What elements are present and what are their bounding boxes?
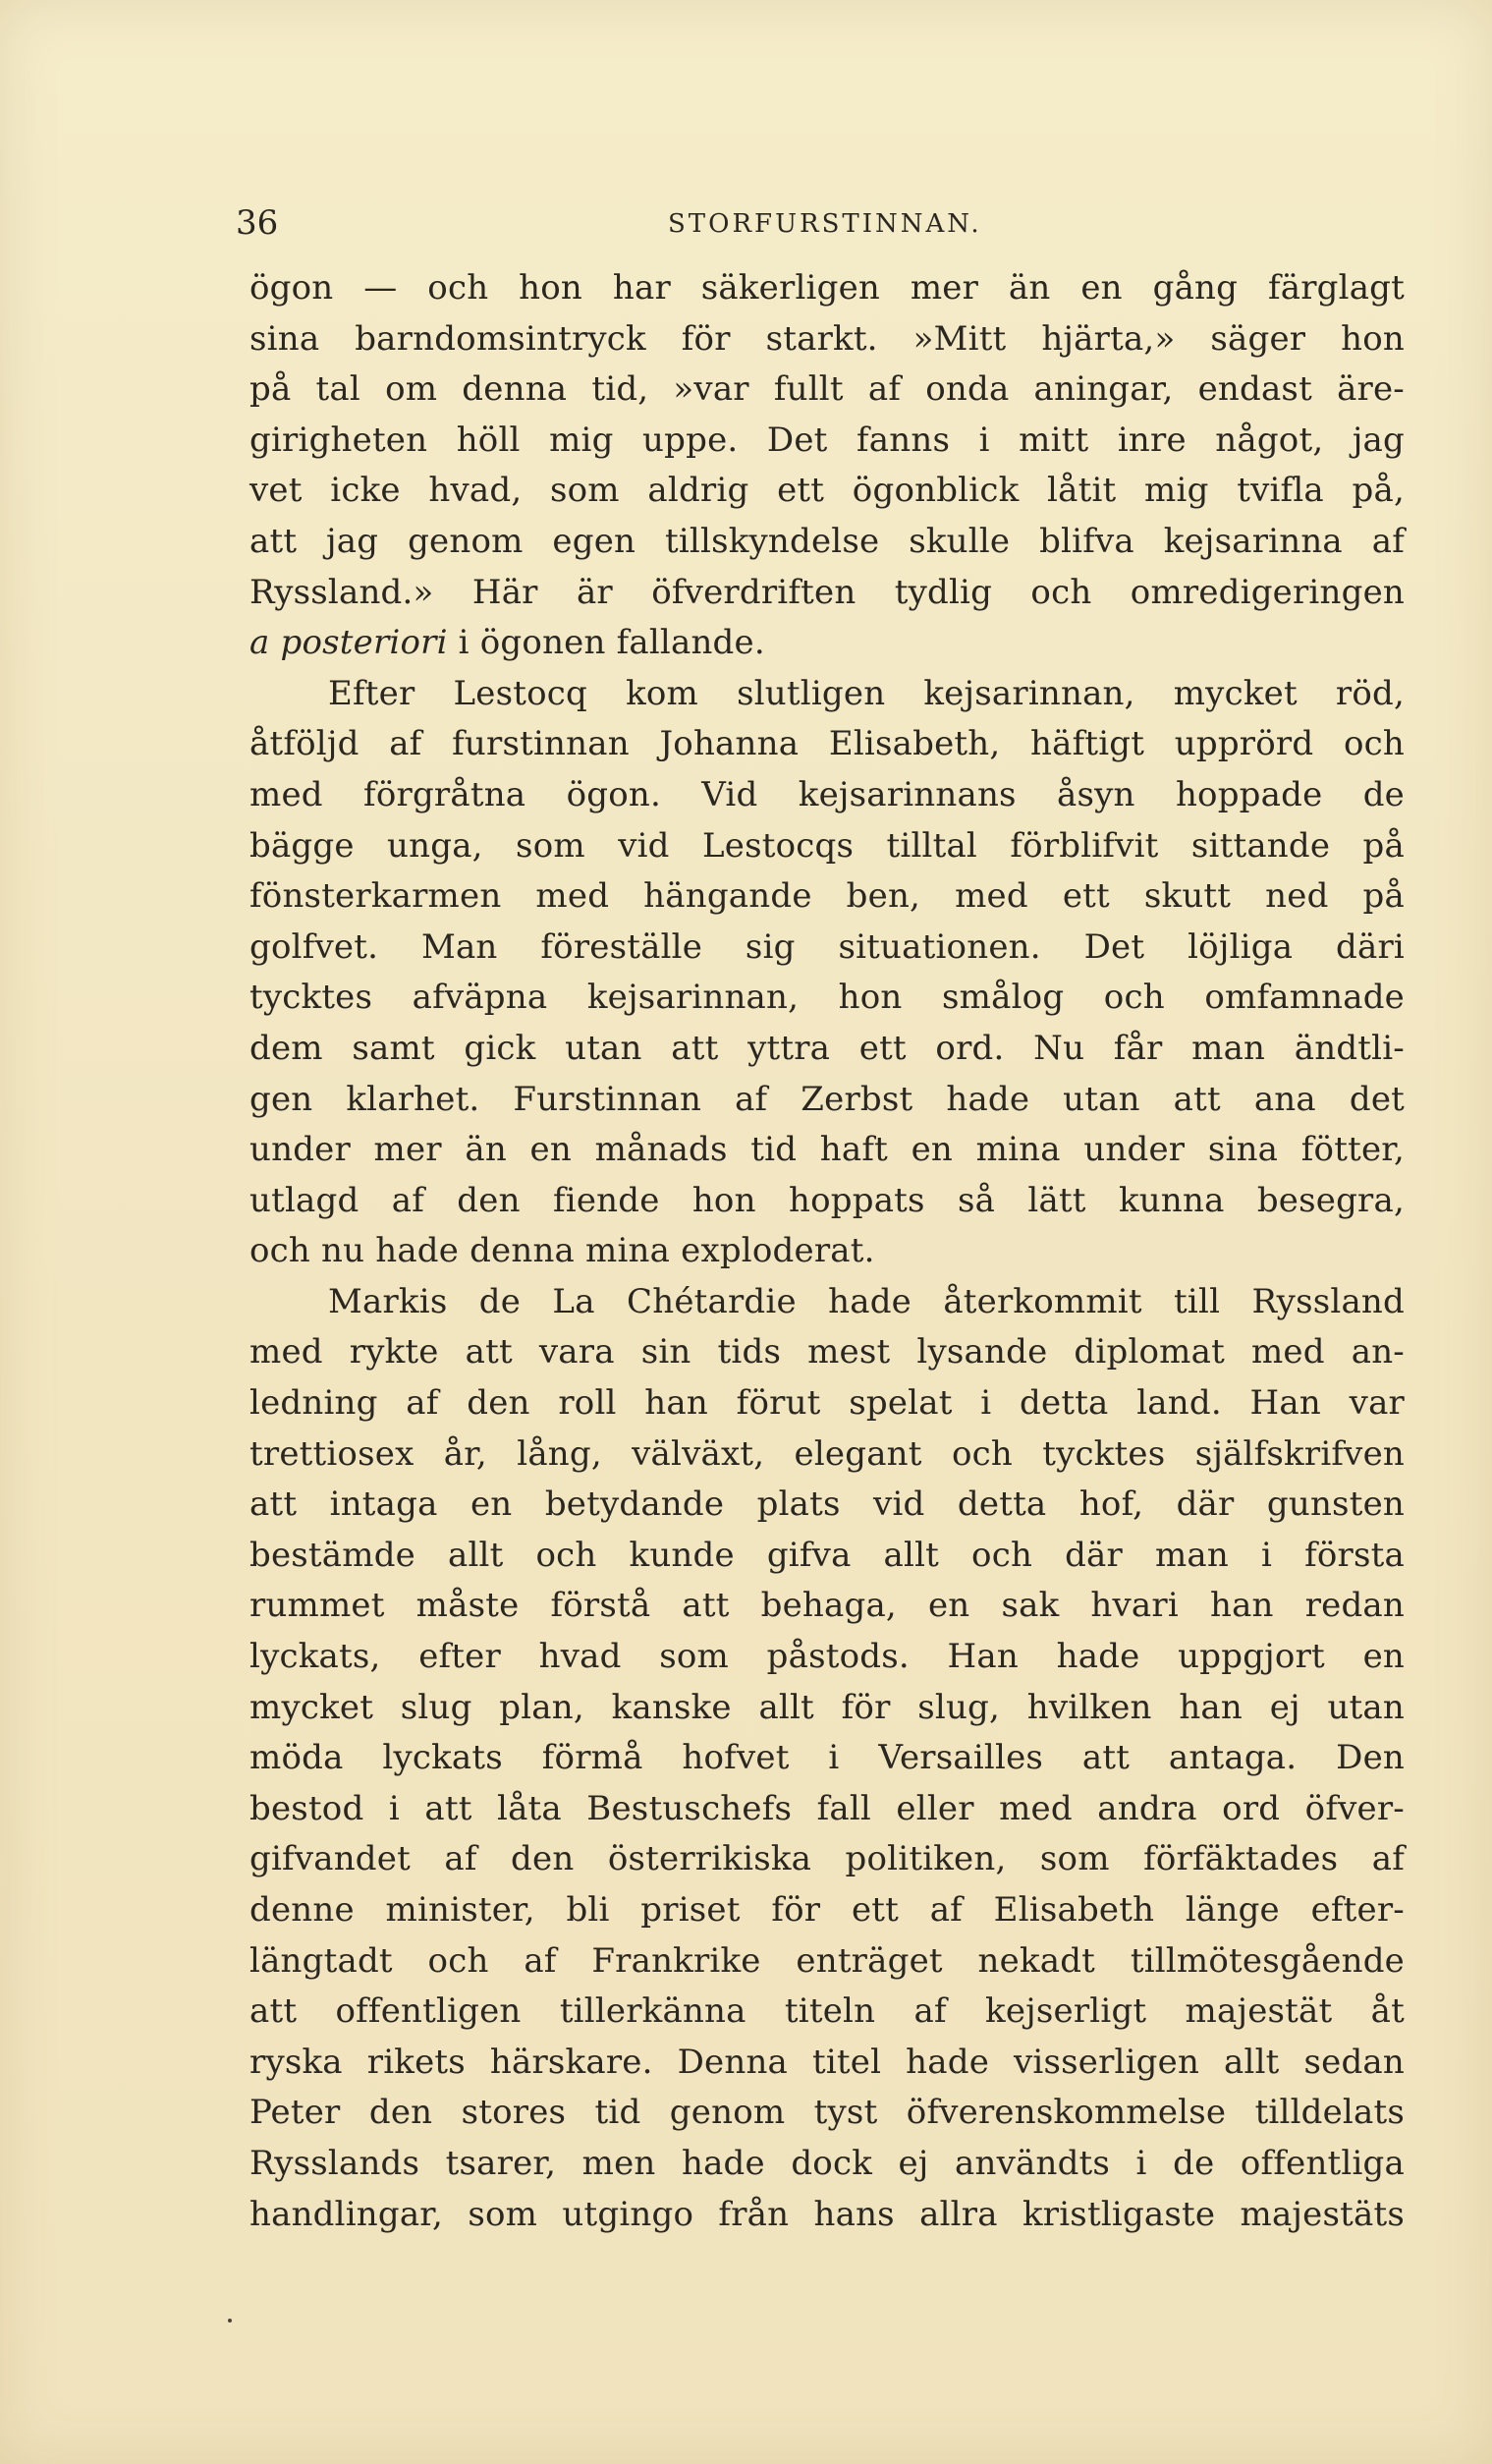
text-line: med rykte att vara sin tids mest lysande diplomat med an- (249, 1332, 1405, 1372)
text-line: tycktes afväpna kejsarinnan, hon smålog och omfamnade (249, 978, 1405, 1018)
text-line: ögon — och hon har säkerligen mer än en gång färglagt (249, 268, 1405, 308)
paragraph-first-line: Efter Lestocq kom slutligen kejsarinnan, mycket röd, (328, 673, 1405, 713)
text-line: dem samt gick utan att yttra ett ord. Nu får man ändtli- (249, 1028, 1405, 1068)
text-line: under mer än en månads tid haft en mina under sina fötter, (249, 1130, 1405, 1170)
text-line: att intaga en betydande plats vid detta hof, där gunsten (249, 1484, 1405, 1525)
running-title: STORFURSTINNAN. (668, 209, 982, 239)
page-number: 36 (236, 203, 279, 243)
text-line: ryska rikets härskare. Denna titel hade visserligen allt sedan (249, 2042, 1405, 2082)
text-line: gen klarhet. Furstinnan af Zerbst hade utan att ana det (249, 1079, 1405, 1119)
text-line: sina barndomsintryck för starkt. »Mitt hjärta,» säger hon (249, 318, 1405, 359)
text-line: ledning af den roll han förut spelat i detta land. Han var (249, 1383, 1405, 1424)
italic-phrase: a posteriori (249, 623, 448, 663)
paragraph-first-line: Markis de La Chétardie hade återkommit till Ryssland (328, 1281, 1405, 1321)
text-line: rummet måste förstå att behaga, en sak hvari han redan (249, 1586, 1405, 1626)
text-line: denne minister, bli priset för ett af Elisabeth länge efter- (249, 1890, 1405, 1930)
text-line: bägge unga, som vid Lestocqs tilltal förblifvit sittande på (249, 825, 1405, 866)
text-line: åtföljd af furstinnan Johanna Elisabeth, häftigt upprörd och (249, 724, 1405, 764)
text-line: vet icke hvad, som aldrig ett ögonblick låtit mig tvifla på, (249, 471, 1405, 511)
text-line: att offentligen tillerkänna titeln af kejserligt majestät åt (249, 1991, 1405, 2032)
text-line: bestämde allt och kunde gifva allt och där man i första (249, 1535, 1405, 1575)
text-line: att jag genom egen tillskyndelse skulle blifva kejsarinna af (249, 521, 1405, 561)
body-text (249, 263, 1405, 2240)
text-line: möda lyckats förmå hofvet i Versailles att antaga. Den (249, 1738, 1405, 1778)
text-line: på tal om denna tid, »var fullt af onda aningar, endast äre- (249, 369, 1405, 410)
text-line (249, 618, 1405, 669)
paper-speck (228, 2319, 232, 2323)
text-line: handlingar, som utgingo från hans allra kristligaste majestäts (249, 2194, 1405, 2234)
text-line: längtadt och af Frankrike enträget nekadt tillmötesgående (249, 1940, 1405, 1981)
running-head (236, 198, 1414, 248)
text-line: Rysslands tsarer, men hade dock ej användts i de offentliga (249, 2143, 1405, 2183)
text-line: lyckats, efter hvad som påstods. Han hade uppgjort en (249, 1637, 1405, 1677)
text-line: mycket slug plan, kanske allt för slug, hvilken han ej utan (249, 1687, 1405, 1727)
text-line: utlagd af den fiende hon hoppats så lätt kunna besegra, (249, 1180, 1405, 1220)
text-line: fönsterkarmen med hängande ben, med ett skutt ned på (249, 876, 1405, 917)
text-line: och nu hade denna mina exploderat. (249, 1231, 875, 1271)
text-line: golfvet. Man föreställe sig situationen. Det löjliga däri (249, 926, 1405, 967)
text-line: med förgråtna ögon. Vid kejsarinnans åsyn hoppade de (249, 774, 1405, 814)
text-line: trettiosex år, lång, välväxt, elegant och tycktes själfskrifven (249, 1433, 1405, 1474)
text-line: gifvandet af den österrikiska politiken, som förfäktades af (249, 1839, 1405, 1879)
text-line: girigheten höll mig uppe. Det fanns i mitt inre något, jag (249, 420, 1405, 460)
text-line: bestod i att låta Bestuschefs fall eller med andra ord öfver- (249, 1788, 1405, 1828)
text-line: Ryssland.» Här är öfverdriften tydlig och omredigeringen (249, 572, 1405, 612)
text-line: Peter den stores tid genom tyst öfverenskommelse tilldelats (249, 2093, 1405, 2133)
text-fragment: i ögonen fallande. (447, 623, 765, 663)
